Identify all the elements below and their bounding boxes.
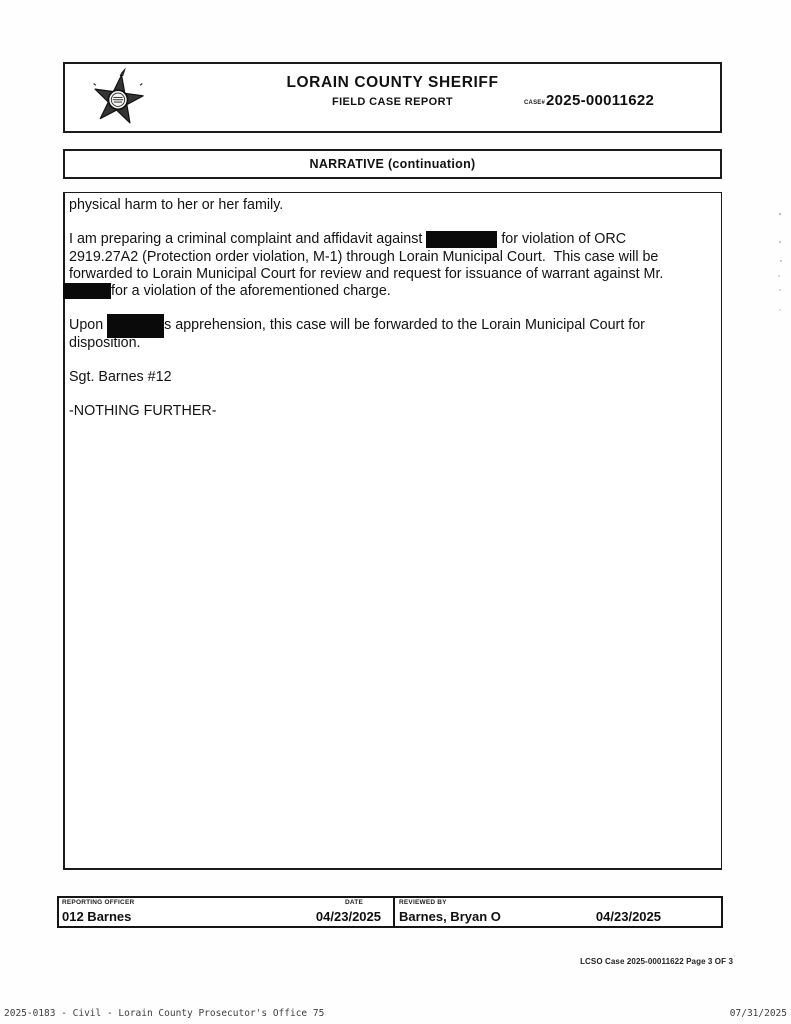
narrative-line [69, 214, 716, 231]
narrative-line [69, 369, 716, 386]
narrative-line [69, 352, 716, 369]
narrative-text: for violation of ORC [497, 231, 627, 248]
narrative-line [69, 335, 716, 352]
narrative-line [69, 317, 716, 334]
date-label: DATE [344, 899, 363, 906]
reviewed-by-value: Barnes, Bryan O [399, 909, 501, 924]
narrative-line [69, 231, 716, 248]
reporting-officer-value: 012 Barnes [62, 909, 132, 924]
narrative-text: Upon [69, 317, 108, 334]
agency-title: LORAIN COUNTY SHERIFF [286, 74, 499, 91]
reporting-officer-cell [59, 898, 393, 926]
system-footer-left: 2025-0183 - Civil - Lorain County Prosecutor's Office 75 [4, 1008, 325, 1019]
narrative-line [69, 403, 716, 420]
reviewed-by-cell [393, 898, 721, 926]
narrative-line [69, 249, 716, 266]
page-reference: LCSO Case 2025-00011622 Page 3 OF 3 [580, 957, 733, 966]
narrative-text: Sgt. Barnes #12 [69, 368, 172, 385]
narrative-lines [69, 197, 716, 420]
report-type-title: FIELD CASE REPORT [331, 96, 454, 108]
signature-block [57, 896, 723, 928]
narrative-line [69, 283, 716, 300]
case-number-value: 2025-00011622 [546, 92, 655, 109]
reporting-officer-label: REPORTING OFFICER [62, 899, 135, 906]
system-footer [4, 1008, 787, 1019]
report-header [63, 62, 722, 133]
narrative-text: 2919.27A2 (Protection order violation, M-1) through Lorain Municipal Court. This case will be [69, 248, 659, 265]
narrative-section-banner [63, 149, 722, 179]
narrative-section-title: NARRATIVE (continuation) [309, 157, 476, 171]
narrative-text: -NOTHING FURTHER- [69, 403, 217, 420]
scan-artifacts [779, 213, 781, 215]
narrative-line [69, 197, 716, 214]
redaction-box [426, 231, 497, 248]
narrative-text: disposition. [69, 334, 141, 351]
narrative-body-box [63, 192, 722, 870]
narrative-text: s apprehension, this case will be forwarded to the Lorain Municipal Court for [164, 317, 645, 334]
redaction-box [63, 283, 111, 299]
review-date-value: 04/23/2025 [595, 909, 661, 924]
narrative-text: for a violation of the aforementioned charge. [111, 282, 391, 299]
narrative-text: physical harm to her or her family. [69, 197, 284, 213]
system-footer-right: 07/31/2025 [729, 1008, 787, 1019]
narrative-text: forwarded to Lorain Municipal Court for review and request for issuance of warrant against Mr. [69, 265, 664, 282]
case-number-label: CASE# [524, 100, 546, 106]
reviewed-by-label: REVIEWED BY [399, 899, 447, 906]
narrative-line [69, 300, 716, 317]
case-number-block [524, 92, 654, 109]
report-date-value: 04/23/2025 [315, 909, 381, 924]
narrative-line [69, 386, 716, 403]
narrative-line [69, 266, 716, 283]
narrative-text: I am preparing a criminal complaint and affidavit against [69, 231, 427, 248]
